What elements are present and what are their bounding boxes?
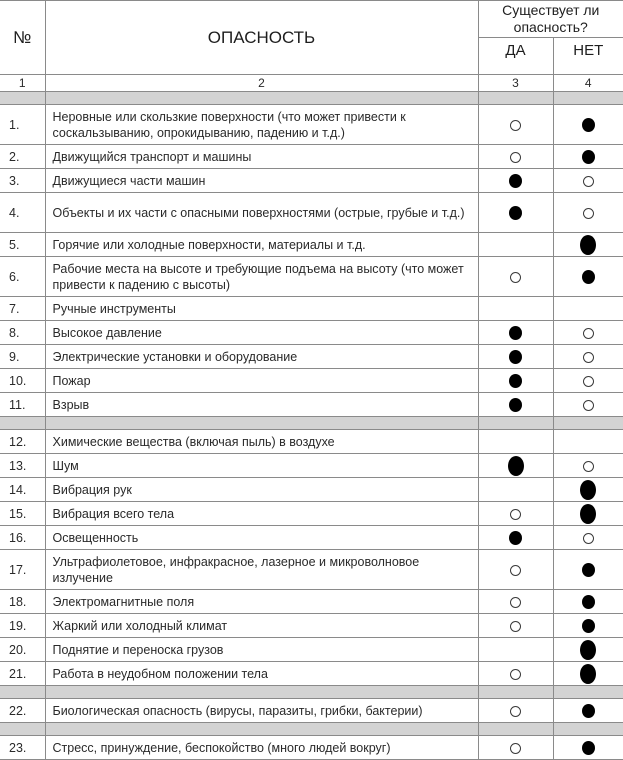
- answer-yes-cell[interactable]: [478, 345, 553, 369]
- row-number: 22.: [0, 699, 45, 723]
- no-radio-icon[interactable]: [583, 208, 594, 219]
- no-radio-icon[interactable]: [580, 480, 596, 500]
- no-radio-icon[interactable]: [580, 235, 596, 255]
- row-number: 13.: [0, 454, 45, 478]
- row-number: 12.: [0, 430, 45, 454]
- table-row: [0, 233, 623, 257]
- hazard-description: Электромагнитные поля: [45, 590, 478, 614]
- answer-yes-cell[interactable]: [478, 105, 553, 145]
- row-number: 16.: [0, 526, 45, 550]
- answer-no-cell[interactable]: [553, 233, 623, 257]
- hazard-description: Биологическая опасность (вирусы, паразиты, грибки, бактерии): [45, 699, 478, 723]
- hazard-description: Объекты и их части с опасными поверхностями (острые, грубые и т.д.): [45, 193, 478, 233]
- no-radio-icon[interactable]: [583, 176, 594, 187]
- no-radio-icon[interactable]: [583, 352, 594, 363]
- answer-no-cell[interactable]: [553, 257, 623, 297]
- hazard-description: Вибрация всего тела: [45, 502, 478, 526]
- yes-radio-icon[interactable]: [510, 152, 521, 163]
- row-number: 20.: [0, 638, 45, 662]
- table-row: [0, 662, 623, 686]
- answer-no-cell[interactable]: [553, 321, 623, 345]
- answer-yes-cell[interactable]: [478, 662, 553, 686]
- answer-yes-cell[interactable]: [478, 638, 553, 662]
- column-index-1: 1: [0, 75, 45, 92]
- answer-yes-cell[interactable]: [478, 699, 553, 723]
- yes-radio-icon[interactable]: [510, 669, 521, 680]
- answer-yes-cell[interactable]: [478, 454, 553, 478]
- column-header-yes: ДА: [478, 38, 553, 75]
- hazard-description: Высокое давление: [45, 321, 478, 345]
- yes-radio-icon[interactable]: [509, 174, 522, 188]
- table-row: [0, 699, 623, 723]
- hazard-description: Электрические установки и оборудование: [45, 345, 478, 369]
- answer-yes-cell[interactable]: [478, 502, 553, 526]
- hazard-description: Поднятие и переноска грузов: [45, 638, 478, 662]
- answer-no-cell[interactable]: [553, 662, 623, 686]
- answer-yes-cell[interactable]: [478, 550, 553, 590]
- no-radio-icon[interactable]: [580, 664, 596, 684]
- yes-radio-icon[interactable]: [510, 565, 521, 576]
- hazard-description: Работа в неудобном положении тела: [45, 662, 478, 686]
- table-row: [0, 169, 623, 193]
- hazard-description: Ручные инструменты: [45, 297, 478, 321]
- answer-yes-cell[interactable]: [478, 526, 553, 550]
- hazard-description: Взрыв: [45, 393, 478, 417]
- row-number: 9.: [0, 345, 45, 369]
- no-radio-icon[interactable]: [583, 328, 594, 339]
- answer-no-cell[interactable]: [553, 297, 623, 321]
- hazard-description: Горячие или холодные поверхности, материалы и т.д.: [45, 233, 478, 257]
- hazard-description: Движущийся транспорт и машины: [45, 145, 478, 169]
- table-row: [0, 736, 623, 760]
- table-row: [0, 550, 623, 590]
- answer-yes-cell[interactable]: [478, 430, 553, 454]
- answer-yes-cell[interactable]: [478, 169, 553, 193]
- table-row: [0, 393, 623, 417]
- section-divider: [0, 686, 623, 699]
- row-number: 14.: [0, 478, 45, 502]
- hazard-description: Ультрафиолетовое, инфракрасное, лазерное и микроволновое излучение: [45, 550, 478, 590]
- answer-no-cell[interactable]: [553, 614, 623, 638]
- no-radio-icon[interactable]: [582, 270, 595, 284]
- table-row: [0, 105, 623, 145]
- row-number: 10.: [0, 369, 45, 393]
- hazard-description: Жаркий или холодный климат: [45, 614, 478, 638]
- column-header-exists-group: Существует ли опасность?: [478, 1, 623, 38]
- column-index-2: 2: [45, 75, 478, 92]
- answer-no-cell[interactable]: [553, 145, 623, 169]
- column-header-hazard: ОПАСНОСТЬ: [45, 1, 478, 75]
- section-divider: [0, 92, 623, 105]
- answer-yes-cell[interactable]: [478, 478, 553, 502]
- no-radio-icon[interactable]: [582, 150, 595, 164]
- table-row: [0, 145, 623, 169]
- no-radio-icon[interactable]: [582, 704, 595, 718]
- no-radio-icon[interactable]: [583, 533, 594, 544]
- yes-radio-icon[interactable]: [509, 531, 522, 545]
- hazard-description: Шум: [45, 454, 478, 478]
- no-radio-icon[interactable]: [583, 400, 594, 411]
- yes-radio-icon[interactable]: [510, 272, 521, 283]
- row-number: 3.: [0, 169, 45, 193]
- row-number: 23.: [0, 736, 45, 760]
- yes-radio-icon[interactable]: [509, 398, 522, 412]
- column-index-3: 3: [478, 75, 553, 92]
- row-number: 19.: [0, 614, 45, 638]
- yes-radio-icon[interactable]: [510, 743, 521, 754]
- answer-yes-cell[interactable]: [478, 736, 553, 760]
- hazard-description: Химические вещества (включая пыль) в воздухе: [45, 430, 478, 454]
- table-row: [0, 321, 623, 345]
- table-row: [0, 369, 623, 393]
- row-number: 18.: [0, 590, 45, 614]
- column-index-4: 4: [553, 75, 623, 92]
- answer-yes-cell[interactable]: [478, 257, 553, 297]
- table-row: [0, 257, 623, 297]
- no-radio-icon[interactable]: [582, 563, 595, 577]
- yes-radio-icon[interactable]: [509, 350, 522, 364]
- table-row: [0, 430, 623, 454]
- yes-radio-icon[interactable]: [509, 374, 522, 388]
- hazard-description: Вибрация рук: [45, 478, 478, 502]
- table-row: [0, 478, 623, 502]
- row-number: 1.: [0, 105, 45, 145]
- hazard-description: Освещенность: [45, 526, 478, 550]
- answer-no-cell[interactable]: [553, 345, 623, 369]
- answer-no-cell[interactable]: [553, 550, 623, 590]
- table-row: [0, 590, 623, 614]
- yes-radio-icon[interactable]: [510, 597, 521, 608]
- answer-no-cell[interactable]: [553, 454, 623, 478]
- no-radio-icon[interactable]: [580, 640, 596, 660]
- answer-no-cell[interactable]: [553, 699, 623, 723]
- hazard-description: Стресс, принуждение, беспокойство (много людей вокруг): [45, 736, 478, 760]
- no-radio-icon[interactable]: [582, 595, 595, 609]
- answer-no-cell[interactable]: [553, 169, 623, 193]
- answer-no-cell[interactable]: [553, 590, 623, 614]
- answer-no-cell[interactable]: [553, 430, 623, 454]
- answer-yes-cell[interactable]: [478, 145, 553, 169]
- answer-no-cell[interactable]: [553, 638, 623, 662]
- yes-radio-icon[interactable]: [510, 509, 521, 520]
- no-radio-icon[interactable]: [580, 504, 596, 524]
- column-header-number: №: [0, 1, 45, 75]
- table-row: [0, 638, 623, 662]
- answer-no-cell[interactable]: [553, 369, 623, 393]
- answer-no-cell[interactable]: [553, 105, 623, 145]
- no-radio-icon[interactable]: [583, 461, 594, 472]
- yes-radio-icon[interactable]: [510, 621, 521, 632]
- answer-yes-cell[interactable]: [478, 233, 553, 257]
- yes-radio-icon[interactable]: [510, 120, 521, 131]
- row-number: 4.: [0, 193, 45, 233]
- section-divider: [0, 723, 623, 736]
- table-row: [0, 297, 623, 321]
- no-radio-icon[interactable]: [583, 376, 594, 387]
- answer-no-cell[interactable]: [553, 193, 623, 233]
- answer-yes-cell[interactable]: [478, 193, 553, 233]
- yes-radio-icon[interactable]: [509, 326, 522, 340]
- row-number: 5.: [0, 233, 45, 257]
- table-row: [0, 526, 623, 550]
- no-radio-icon[interactable]: [582, 619, 595, 633]
- answer-yes-cell[interactable]: [478, 321, 553, 345]
- section-divider: [0, 417, 623, 430]
- row-number: 17.: [0, 550, 45, 590]
- hazard-rows: [0, 105, 623, 760]
- row-number: 7.: [0, 297, 45, 321]
- answer-yes-cell[interactable]: [478, 297, 553, 321]
- row-number: 21.: [0, 662, 45, 686]
- yes-radio-icon[interactable]: [509, 206, 522, 220]
- column-header-no: НЕТ: [553, 38, 623, 75]
- row-number: 11.: [0, 393, 45, 417]
- hazard-description: Неровные или скользкие поверхности (что может привести к соскальзыванию, опрокидыванию, падению и т.д.): [45, 105, 478, 145]
- yes-radio-icon[interactable]: [510, 706, 521, 717]
- answer-no-cell[interactable]: [553, 393, 623, 417]
- hazard-description: Рабочие места на высоте и требующие подъема на высоту (что может привести к падению с высоты): [45, 257, 478, 297]
- table-row: [0, 345, 623, 369]
- answer-yes-cell[interactable]: [478, 590, 553, 614]
- table-row: [0, 614, 623, 638]
- answer-yes-cell[interactable]: [478, 614, 553, 638]
- row-number: 8.: [0, 321, 45, 345]
- answer-yes-cell[interactable]: [478, 393, 553, 417]
- answer-yes-cell[interactable]: [478, 369, 553, 393]
- row-number: 2.: [0, 145, 45, 169]
- answer-no-cell[interactable]: [553, 478, 623, 502]
- table-row: [0, 502, 623, 526]
- table-row: [0, 193, 623, 233]
- hazard-description: Пожар: [45, 369, 478, 393]
- no-radio-icon[interactable]: [582, 118, 595, 132]
- answer-no-cell[interactable]: [553, 526, 623, 550]
- answer-no-cell[interactable]: [553, 502, 623, 526]
- row-number: 6.: [0, 257, 45, 297]
- no-radio-icon[interactable]: [582, 741, 595, 755]
- hazard-description: Движущиеся части машин: [45, 169, 478, 193]
- row-number: 15.: [0, 502, 45, 526]
- answer-no-cell[interactable]: [553, 736, 623, 760]
- yes-radio-icon[interactable]: [508, 456, 524, 476]
- table-row: [0, 454, 623, 478]
